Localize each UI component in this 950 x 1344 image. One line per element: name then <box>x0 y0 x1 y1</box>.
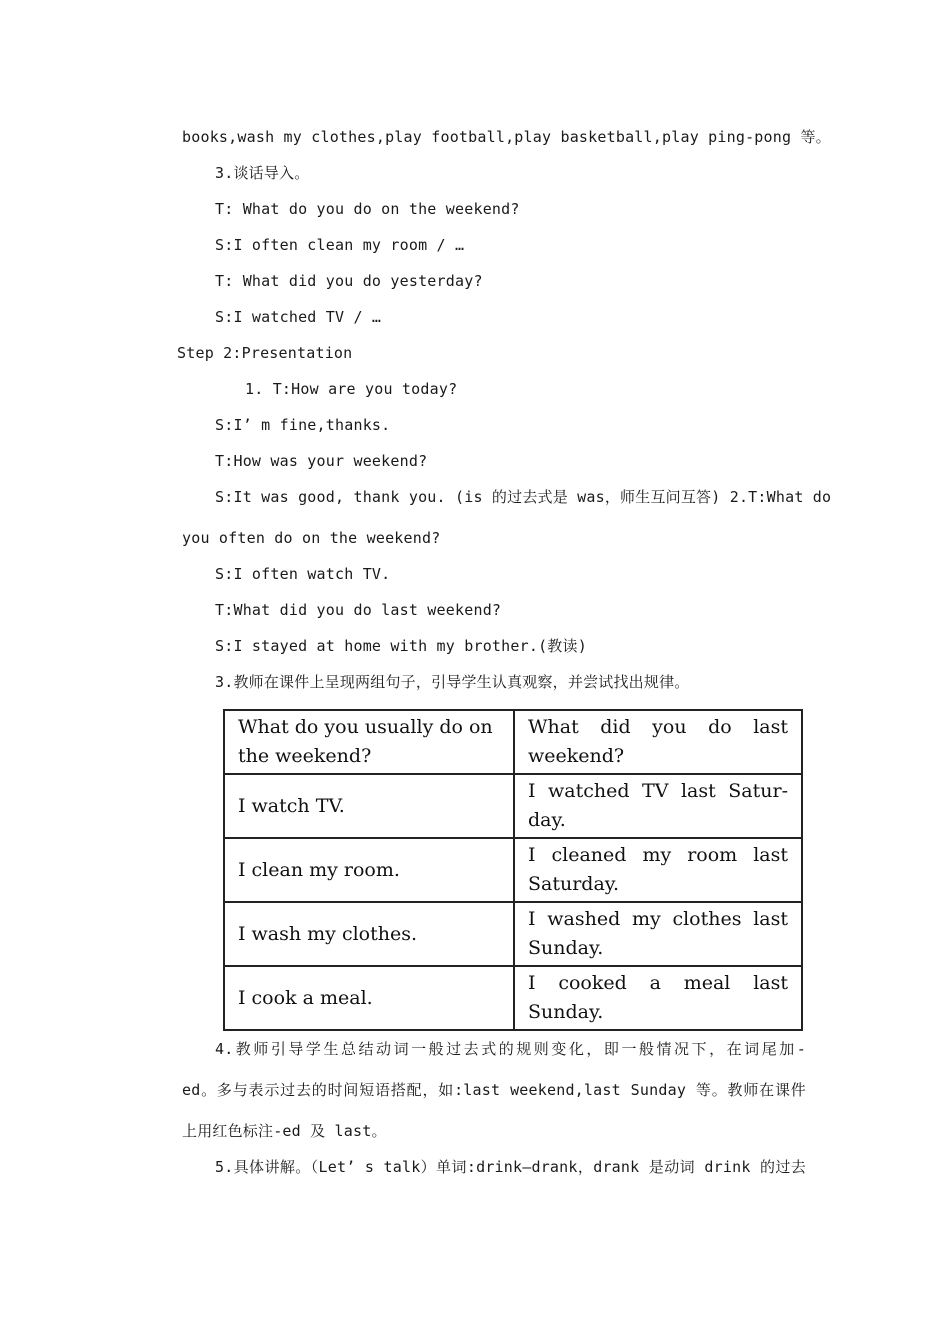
table-cell: I cook a meal. <box>224 966 514 1030</box>
table-cell: I clean my room. <box>224 838 514 902</box>
dialogue-line: S:I often watch TV. <box>215 565 391 583</box>
table-row <box>224 774 802 838</box>
table-cell: I washed my clothes last Sunday. <box>514 902 802 966</box>
table-cell: I watch TV. <box>224 774 514 838</box>
table-cell: I cleaned my room last Saturday. <box>514 838 802 902</box>
comparison-table <box>223 709 803 1031</box>
dialogue-line: S:It was good, thank you. (is 的过去式是 was，师生互问互答) 2.T:What do <box>215 488 832 506</box>
dialogue-line: S:I’ m fine,thanks. <box>215 416 391 434</box>
instruction-line: 上用红色标注-ed 及 last。 <box>182 1122 387 1140</box>
dialogue-line: T:How was your weekend? <box>215 452 428 470</box>
dialogue-line: you often do on the weekend? <box>182 529 441 547</box>
table-cell: I wash my clothes. <box>224 902 514 966</box>
dialogue-line: S:I watched TV / … <box>215 308 382 326</box>
table-cell: I cooked a meal last Sunday. <box>514 966 802 1030</box>
table-row <box>224 838 802 902</box>
table-cell: What did you do last weekend? <box>514 710 802 774</box>
table-row <box>224 966 802 1030</box>
table-cell: I watched TV last Satur-day. <box>514 774 802 838</box>
text-line: books,wash my clothes,play football,play basketball,play ping-pong 等。 <box>182 128 831 146</box>
dialogue-line: S:I stayed at home with my brother.(教读) <box>215 637 587 655</box>
dialogue-line: S:I often clean my room / … <box>215 236 465 254</box>
table-cell: What do you usually do on the weekend? <box>224 710 514 774</box>
dialogue-line: T:What did you do last weekend? <box>215 601 502 619</box>
dialogue-line: T: What did you do yesterday? <box>215 272 483 290</box>
numbered-item: 1. T:How are you today? <box>245 380 458 398</box>
instruction-line: 3.教师在课件上呈现两组句子，引导学生认真观察，并尝试找出规律。 <box>215 673 690 691</box>
table-row <box>224 902 802 966</box>
instruction-line: ed。多与表示过去的时间短语搭配，如:last weekend,last Sunday 等。教师在课件 <box>182 1081 806 1099</box>
instruction-line: 4.教师引导学生总结动词一般过去式的规则变化，即一般情况下，在词尾加- <box>215 1040 806 1058</box>
section-heading: 3.谈话导入。 <box>215 164 310 182</box>
table-header-row <box>224 710 802 774</box>
step-heading: Step 2:Presentation <box>177 344 353 362</box>
instruction-line: 5.具体讲解。（Let’ s talk）单词:drink—drank，drank 是动词 drink 的过去 <box>215 1158 806 1176</box>
dialogue-line: T: What do you do on the weekend? <box>215 200 520 218</box>
